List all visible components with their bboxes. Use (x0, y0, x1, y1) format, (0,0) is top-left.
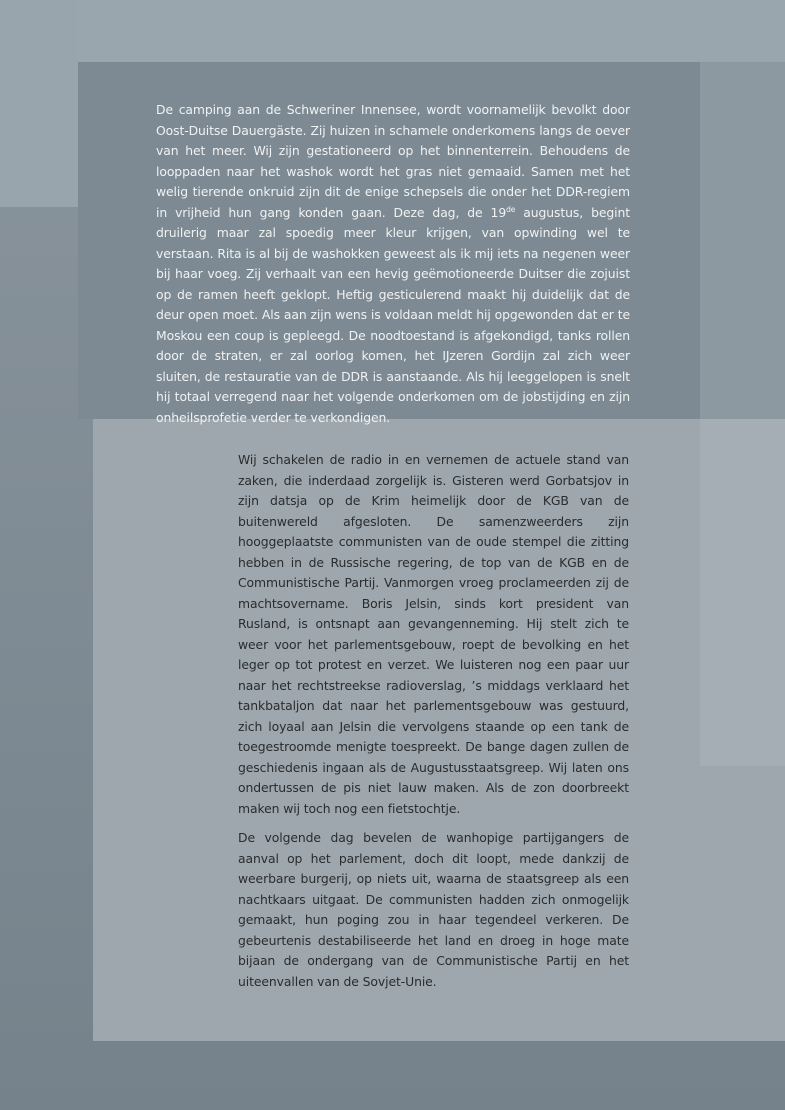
upper-paragraph-1 (156, 100, 630, 428)
background-panel-lower-right (700, 419, 785, 766)
paragraph-text: De camping aan de Schweriner Innensee, wordt voornamelijk bevolkt door Oost-Duitse Dauergäste. Zij huizen in schamele onderkomens langs de oever van het meer. Wij zijn gestationeerd op het binnenterrein. Behoudens de looppaden naar het washok wordt het gras niet gemaaid. Samen met het welig tierende onkruid zijn dit de enige schepsels die onder het DDR-regiem in vrijheid hun gang konden gaan. Deze dag, de 19 (156, 102, 630, 220)
background-panel-right-top (700, 62, 785, 419)
lower-paragraph-1: Wij schakelen de radio in en vernemen de actuele stand van zaken, die inderdaad zorgelijk is. Gisteren werd Gorbatsjov in zijn datsja op de Krim heimelijk door de KGB van de buitenwereld afgesloten. De samenzweerders zijn hooggeplaatste communisten van de oude stempel die zitting hebben in de Russische regering, de top van de KGB en de Communistische Partij. Vanmorgen vroeg proclameerden zij de machtsovername. Boris Jelsin, sinds kort president van Rusland, is ontsnapt aan gevangenneming. Hij stelt zich te weer voor het parlementsgebouw, roept de bevolking en het leger op tot protest en verzet. We luisteren nog een paar uur naar het rechtstreekse radioverslag, ’s middags verklaard het tankbataljon dat naar het parlementsgebouw was gestuurd, zich loyaal aan Jelsin die vervolgens staande op een tank de toegestroomde menigte toespreekt. De bange dagen zullen de geschiedenis ingaan als de Augustusstaatsgreep. Wij laten ons ondertussen de pis niet lauw maken. Als de zon doorbreekt maken wij toch nog een fietstochtje. (238, 452, 629, 816)
background-panel-top (0, 0, 785, 62)
lower-text-block (238, 450, 629, 992)
background-panel-top-left (0, 0, 78, 207)
paragraph-text: augustus, begint druilerig maar zal spoedig meer kleur krijgen, van opwinding wel te verstaan. Rita is al bij de washokken geweest als ik mij iets na negenen weer bij haar voeg. Zij verhaalt van een hevig geëmotioneerde Duitser die zojuist op de ramen heeft geklopt. Heftig gesticulerend maakt hij duidelijk dat de deur open moet. Als aan zijn wens is voldaan meldt hij opgewonden dat er te Moskou een coup is gepleegd. De noodtoestand is afgekondigd, tanks rollen door de straten, er zal oorlog komen, het IJzeren Gordijn zal zich weer sluiten, de restauratie van de DDR is aanstaande. Als hij leeggelopen is snelt hij totaal verregend naar het volgende onderkomen om de jobstijding en zijn onheilsprofetie verder te verkondigen. (156, 204, 630, 425)
ordinal-superscript: de (506, 204, 516, 214)
lower-paragraph-2: De volgende dag bevelen de wanhopige partijgangers de aanval op het parlement, doch dit loopt, mede dankzij de weerbare burgerij, op niets uit, waarna de staatsgreep als een nachtkaars uitgaat. De communisten hadden zich onmogelijk gemaakt, hun poging zou in haar tegendeel verkeren. De gebeurtenis destabiliseerde het land en droeg in hoge mate bijaan de ondergang van de Communistische Partij en het uiteenvallen van de Sovjet-Unie. (238, 830, 629, 989)
upper-text-block (156, 100, 630, 428)
